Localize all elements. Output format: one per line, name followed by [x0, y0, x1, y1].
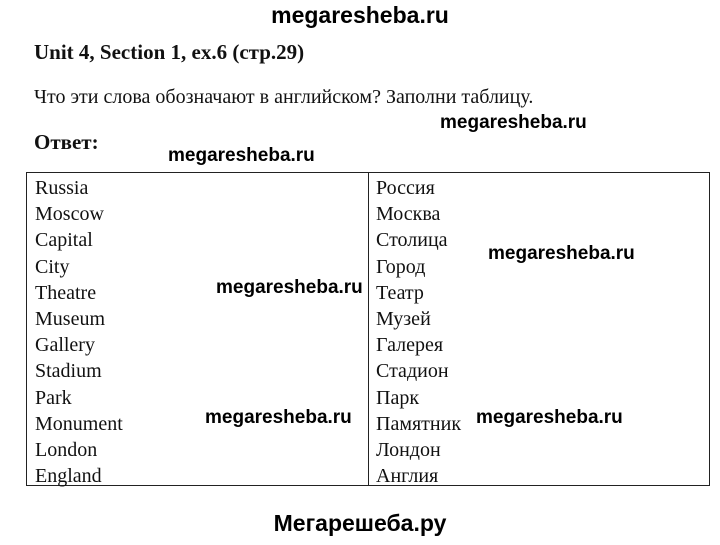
table-cell-ru: Город [376, 255, 426, 278]
table-cell-en: Gallery [35, 334, 95, 357]
english-column [27, 173, 369, 488]
vocabulary-table [26, 172, 710, 486]
watermark-overlay: megaresheba.ru [440, 112, 587, 133]
table-cell-en: England [35, 465, 102, 488]
table-cell-en: Theatre [35, 281, 97, 304]
watermark-overlay: megaresheba.ru [168, 145, 315, 166]
table-cell-en: Capital [35, 229, 93, 252]
table-cell-en: London [35, 438, 98, 461]
table-cell-ru: Стадион [376, 360, 449, 383]
table-cell-ru: Лондон [376, 438, 441, 461]
russian-column [369, 173, 709, 488]
table-cell-en: Museum [35, 307, 105, 330]
table-cell-en: City [35, 255, 70, 278]
watermark-top: megaresheba.ru [271, 2, 449, 28]
exercise-title: Unit 4, Section 1, ex.6 (стр.29) [34, 40, 305, 64]
table-cell-en: Park [35, 386, 72, 409]
table-cell-ru: Памятник [376, 412, 462, 435]
table-cell-ru: Галерея [376, 334, 444, 357]
table-cell-en: Russia [35, 177, 89, 199]
watermark-bottom: Мегарешеба.ру [273, 510, 447, 536]
table-cell-en: Stadium [35, 360, 102, 383]
table-cell-ru: Англия [376, 465, 439, 488]
table-cell-en: Moscow [35, 203, 104, 226]
exercise-instruction: Что эти слова обозначают в английском? Заполни таблицу. [34, 86, 534, 108]
table-cell-en: Monument [35, 412, 123, 435]
watermark-overlay: megaresheba.ru [476, 407, 623, 428]
table-cell-ru: Парк [376, 386, 420, 409]
answer-label: Ответ: [34, 130, 99, 154]
table-cell-ru: Театр [376, 281, 424, 304]
watermark-overlay: megaresheba.ru [205, 407, 352, 428]
table-cell-ru: Москва [376, 203, 441, 226]
table-cell-ru: Столица [376, 229, 448, 252]
watermark-overlay: megaresheba.ru [488, 243, 635, 264]
table-cell-ru: Музей [376, 307, 431, 330]
watermark-overlay: megaresheba.ru [216, 277, 363, 298]
table-cell-ru: Россия [376, 177, 435, 199]
